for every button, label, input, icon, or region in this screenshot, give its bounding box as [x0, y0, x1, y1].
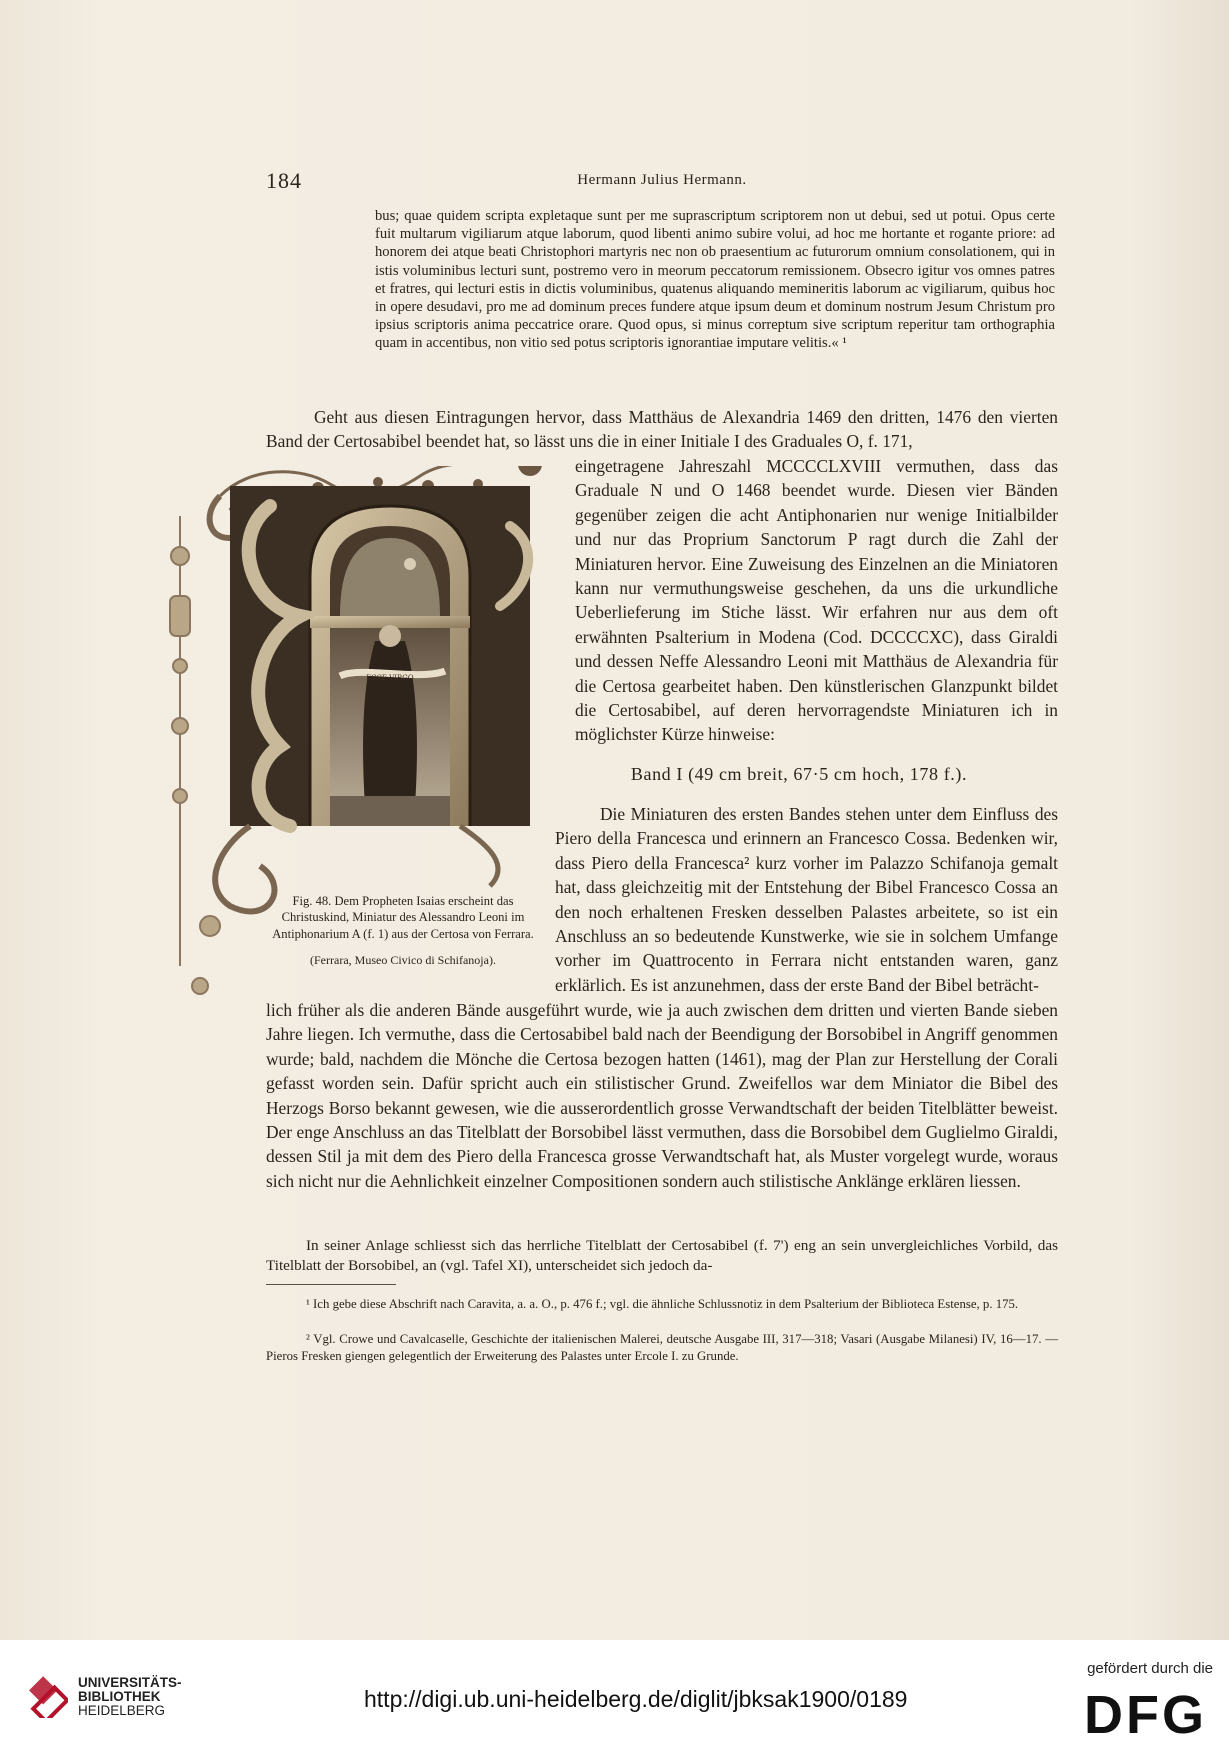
band-heading: Band I (49 cm breit, 67·5 cm hoch, 178 f.).	[630, 764, 968, 784]
sponsor-note: gefördert durch die	[1087, 1660, 1213, 1677]
scroll-inscription: ECCE VIRGO	[366, 674, 414, 682]
caption-text: Fig. 48. Dem Propheten Isaias erscheint das Christuskind, Miniatur des Alessandro Leoni im Antiphonarium A (f. 1) aus der Certosa von Ferrara.	[272, 894, 534, 941]
permalink-url[interactable]: http://digi.ub.uni-heidelberg.de/diglit/jbksak1900/0189	[364, 1686, 908, 1712]
footnote-2: ² Vgl. Crowe und Cavalcaselle, Geschichte der italienischen Malerei, deutsche Ausgabe III, 317—318; Vasari (Ausgabe Milanesi) IV, 16—17. — Pieros Fresken giengen gelegentlich der Erweiterung des Palastes unter Ercole I. zu Grunde.	[266, 1332, 1058, 1363]
library-line-1: UNIVERSITÄTS-	[78, 1675, 182, 1690]
paragraph-2-full-width: lich früher als die anderen Bände ausgeführt wurde, wie ja auch zwischen dem dritten und vierten Bande sieben Jahre liegen. Ich vermuthe, dass die Certosabibel bald nach der Beendigung der Borsobibel in Angriff genommen wurde; bald, nachdem die Mönche die Certosa bezogen hatten (1461), mag der Plan zur Herstellung der Corali gefasst worden sein. Dafür spricht auch ein stilistischer Grund. Zweifellos war dem Miniator die Bibel des Herzogs Borso bekannt gewesen, wie die ausserordentlich grosse Verwandtschaft der beiden Titelblätter beweist. Der enge Anschluss an das Titelblatt der Borsobibel lässt vermuthen, dass die Borsobibel dem Guglielmo Giraldi, dessen Stil ja mit dem des Piero della Francesca grosse Verwandtschaft hat, als Muster vorgelegt wurde, woraus sich nicht nur die Aehnlichkeit einzelner Compositionen sondern auch stilistische Anklänge erklären liessen.	[266, 1000, 1058, 1191]
paragraph-1-beside-figure: eingetragene Jahreszahl MCCCCLXVIII vermuthen, dass das Graduale N und O 1468 beendet wurde. Diesen vier Bänden gegenüber zeigen die acht Antiphonarien nur wenige Initialbilder und nur das Proprium Sanctorum P ragt durch die Zahl der Miniaturen hervor. Eine Zuweisung des Einzelnen an die Miniatoren kann nur vermuthungsweise geschehen, da uns die urkundliche Ueberlieferung im Stiche lässt. Wir erfahren nur aus dem oft erwähnten Psalterium in Modena (Cod. DCCCCXC), dass Giraldi und dessen Neffe Alessandro Leoni mit Matthäus de Alexandria für die Certosa gearbeitet haben. Den künstlerischen Glanzpunkt bildet die Certosabibel, auf deren hervorragendste Miniaturen ich in möglichster Kürze hinweise:	[575, 456, 1058, 745]
paragraph-2-beside-figure: Die Miniaturen des ersten Bandes stehen unter dem Einfluss des Piero della Francesca und erinnern an Francesco Cossa. Bedenken wir, dass Piero della Francesca² kurz vorher im Palazzo Schifanoja gemalt hat, dass gleichzeitig mit der Entstehung der Bibel Francesco Cossa an den noch erhaltenen Fresken desselben Palastes arbeitete, so ist ein Anschluss an so bedeutende Kunstwerke, wie sie in solchem Umfange vorher im Quattrocento in Ferrara nicht entstanden waren, ganz erklärlich. Es ist anzunehmen, dass der erste Band der Bibel beträcht-	[555, 804, 1058, 995]
library-line-3: HEIDELBERG	[78, 1703, 166, 1718]
paragraph-1-full-width: Geht aus diesen Eintragungen hervor, dass Matthäus de Alexandria 1469 den dritten, 1476 den vierten Band der Certosabibel beendet hat, so lässt uns die in einer Initiale I des Graduales O, f. 171,	[266, 407, 1058, 452]
caption-source: (Ferrara, Museo Civico di Schifanoja).	[310, 953, 496, 968]
footnote-1: ¹ Ich gebe diese Abschrift nach Caravita, a. a. O., p. 476 f.; vgl. die ähnliche Schlussnotiz in dem Psalterium der Biblioteca Estense, p. 175.	[306, 1297, 1019, 1311]
university-library-logo-icon[interactable]	[24, 1674, 68, 1718]
figure-caption	[262, 893, 544, 969]
dfg-logo[interactable]: DFG	[1084, 1685, 1207, 1745]
page-number: 184	[266, 168, 302, 193]
footnote-rule	[266, 1284, 396, 1285]
digitization-footer	[0, 1640, 1229, 1747]
illuminated-initial-figure	[160, 466, 590, 1066]
university-library-name[interactable]	[78, 1676, 182, 1718]
running-head: Hermann Julius Hermann.	[577, 172, 747, 188]
latin-quotation: bus; quae quidem scripta expletaque sunt per me suprascriptum scriptorem non ut debui, sed ut potui. Opus certe fuit multarum vigiliarum atque laborum, quod libenti animo subire volui, ad hoc me hortante et rogante priore: ad honorem dei atque beati Christophori martyris nec non ob praesentium ac futurorum omnium consolationem, qui in istis voluminibus lecturi sunt, postremo vero in meorum peccatorum remissionem. Obsecro igitur vos omnes patres et fratres, qui lecturi estis in dictis voluminibus, quatenus aliquando memineritis laborum ac vigiliarum, quibus hoc in opere desudavi, pro me ad dominum preces fundere atque ipsum deum et dominum nostrum Jesum Christum pro ipsius scriptoris anima peccatrice orare. Quod opus, si minus correptum sive scriptum reperitur tam orthographia quam in accentibus, non vitio sed potus scriptoris ignorantiae imputare velitis.« ¹	[375, 208, 1055, 352]
paragraph-3: In seiner Anlage schliesst sich das herrliche Titelblatt der Certosabibel (f. 7') eng an sein unvergleichliches Vorbild, das Titelblatt der Borsobibel, an (vgl. Tafel XI), unterscheidet sich jedoch da-	[266, 1237, 1058, 1274]
library-line-2: BIBLIOTHEK	[78, 1689, 161, 1704]
page-header	[266, 168, 1058, 192]
illuminated-initial-a-image	[160, 466, 590, 1066]
